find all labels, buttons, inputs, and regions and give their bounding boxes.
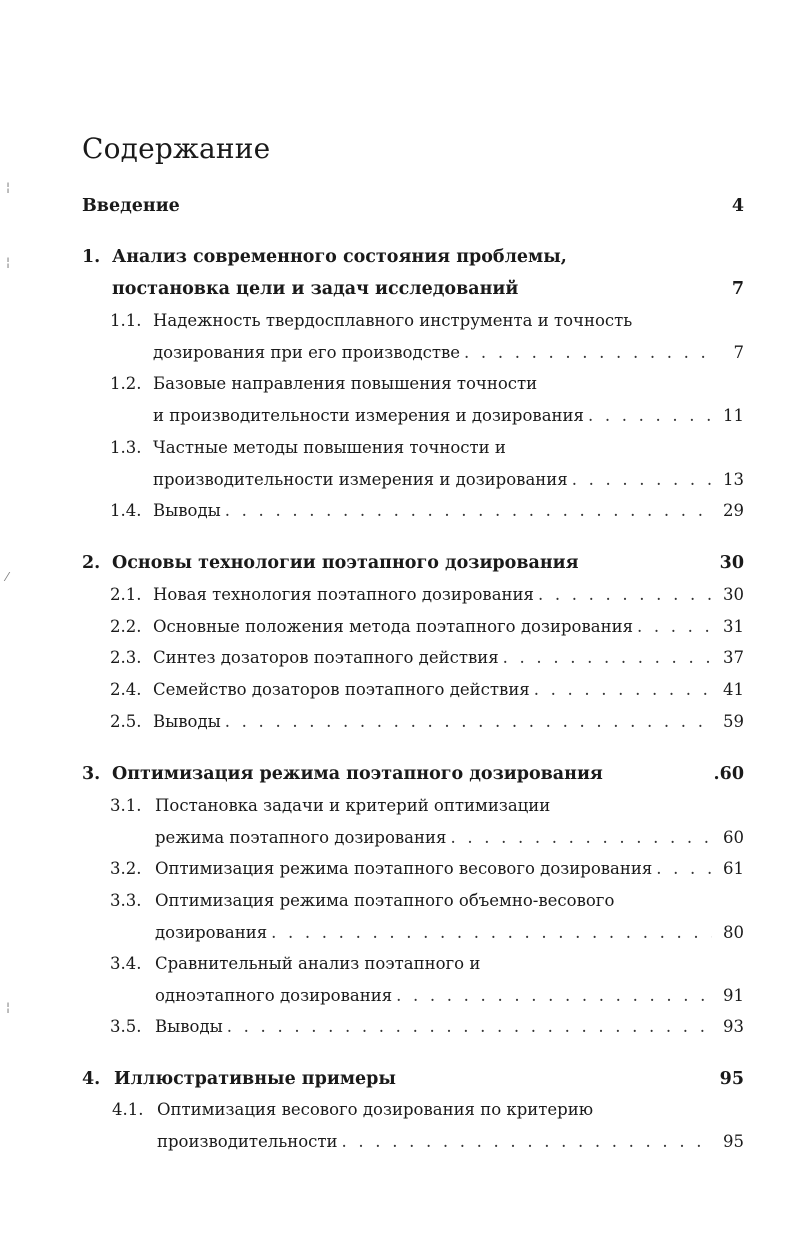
chapter-2-heading[interactable] — [82, 550, 744, 576]
section-number: 2.4. — [110, 680, 142, 699]
chapter-number: 2. — [82, 553, 101, 573]
page-number: 37 — [723, 648, 744, 667]
leader-dots — [227, 1014, 712, 1040]
page-number: 93 — [723, 1017, 744, 1036]
page-number: 41 — [723, 680, 744, 699]
section-title: дозирования — [155, 923, 268, 942]
section-title: режима поэтапного дозирования — [155, 828, 447, 847]
section-number: 4.1. — [112, 1100, 144, 1119]
scan-mark: ¦ — [6, 1000, 11, 1014]
section-3-4[interactable] — [110, 951, 744, 977]
chapter-title: Оптимизация режима поэтапного дозирования — [112, 764, 603, 784]
section-title: Оптимизация весового дозирования по критерию — [157, 1100, 594, 1119]
chapter-title: Анализ современного состояния проблемы, — [112, 247, 567, 267]
page-number: 30 — [719, 553, 744, 573]
leader-dots — [225, 709, 712, 735]
page-number: 60 — [723, 828, 744, 847]
chapter-3-heading[interactable] — [82, 761, 744, 787]
section-number: 3.3. — [110, 891, 142, 910]
toc-entry-intro[interactable] — [82, 193, 744, 219]
section-3-1-cont[interactable] — [155, 825, 744, 851]
chapter-number: 3. — [82, 764, 101, 784]
section-3-2[interactable] — [110, 856, 744, 882]
leader-dots — [271, 920, 712, 946]
entry-label: Введение — [82, 196, 180, 216]
scan-mark: ⁄ — [6, 570, 9, 584]
page-number: .60 — [713, 764, 744, 784]
section-2-5[interactable] — [110, 709, 744, 735]
section-number: 1.3. — [110, 438, 142, 457]
section-number: 2.2. — [110, 617, 142, 636]
chapter-number: 4. — [82, 1069, 101, 1089]
page-number: 91 — [723, 986, 744, 1005]
chapter-1-heading[interactable] — [82, 244, 744, 270]
section-number: 3.2. — [110, 859, 142, 878]
page-number: 13 — [723, 470, 744, 489]
section-title: Оптимизация режима поэтапного весового дозирования — [155, 859, 653, 878]
section-1-2[interactable] — [110, 371, 744, 397]
page-number: 61 — [723, 859, 744, 878]
page-title: Содержание — [82, 132, 271, 165]
section-title: Постановка задачи и критерий оптимизации — [155, 796, 551, 815]
leader-dots — [464, 340, 712, 366]
section-title: Частные методы повышения точности и — [153, 438, 506, 457]
leader-dots — [588, 403, 712, 429]
leader-dots — [534, 677, 712, 703]
section-title: Выводы — [153, 501, 221, 520]
section-title: Надежность твердосплавного инструмента и точность — [153, 311, 633, 330]
section-title: Новая технология поэтапного дозирования — [153, 585, 534, 604]
leader-dots — [656, 856, 712, 882]
page-number: 4 — [731, 196, 744, 216]
section-number: 3.5. — [110, 1017, 142, 1036]
section-3-5[interactable] — [110, 1014, 744, 1040]
chapter-4-heading[interactable] — [82, 1066, 744, 1092]
section-title: Выводы — [155, 1017, 223, 1036]
section-3-3-cont[interactable] — [155, 920, 744, 946]
page-number: 7 — [733, 343, 744, 362]
section-title: производительности — [157, 1132, 338, 1151]
section-title: дозирования при его производстве — [153, 343, 461, 362]
page-number: 7 — [731, 279, 744, 299]
leader-dots — [450, 825, 712, 851]
page-number: 95 — [719, 1069, 744, 1089]
section-number: 1.4. — [110, 501, 142, 520]
section-number: 3.1. — [110, 796, 142, 815]
page-number: 95 — [723, 1132, 744, 1151]
section-number: 1.1. — [110, 311, 142, 330]
section-3-3[interactable] — [110, 888, 744, 914]
leader-dots — [225, 498, 712, 524]
chapter-title: Основы технологии поэтапного дозирования — [112, 553, 579, 573]
section-number: 3.4. — [110, 954, 142, 973]
section-2-4[interactable] — [110, 677, 744, 703]
section-4-1[interactable] — [112, 1097, 744, 1123]
section-2-1[interactable] — [110, 582, 744, 608]
section-number: 1.2. — [110, 374, 142, 393]
section-2-3[interactable] — [110, 645, 744, 671]
chapter-1-heading-cont[interactable] — [112, 276, 744, 302]
scan-mark: ¦ — [6, 180, 11, 194]
section-title: Синтез дозаторов поэтапного действия — [153, 648, 499, 667]
section-number: 2.1. — [110, 585, 142, 604]
section-title: Оптимизация режима поэтапного объемно-весового — [155, 891, 615, 910]
chapter-title: Иллюстративные примеры — [114, 1069, 396, 1089]
leader-dots — [342, 1129, 712, 1155]
section-title: одноэтапного дозирования — [155, 986, 393, 1005]
page-number: 30 — [723, 585, 744, 604]
page-number: 59 — [723, 712, 744, 731]
page-number: 31 — [723, 617, 744, 636]
section-number: 2.5. — [110, 712, 142, 731]
section-1-3-cont[interactable] — [153, 467, 744, 493]
leader-dots — [396, 983, 712, 1009]
section-1-2-cont[interactable] — [153, 403, 744, 429]
section-title: Выводы — [153, 712, 221, 731]
scan-mark: ¦ — [6, 255, 11, 269]
section-2-2[interactable] — [110, 614, 744, 640]
section-title: Базовые направления повышения точности — [153, 374, 538, 393]
page-number: 29 — [723, 501, 744, 520]
section-3-1[interactable] — [110, 793, 744, 819]
leader-dots — [503, 645, 712, 671]
section-title: и производительности измерения и дозирования — [153, 406, 584, 425]
section-1-1-cont[interactable] — [153, 340, 744, 366]
section-title: производительности измерения и дозирования — [153, 470, 568, 489]
page-number: 11 — [723, 406, 744, 425]
section-title: Семейство дозаторов поэтапного действия — [153, 680, 530, 699]
leader-dots — [572, 467, 712, 493]
leader-dots — [637, 614, 712, 640]
chapter-title: постановка цели и задач исследований — [112, 279, 519, 299]
chapter-number: 1. — [82, 247, 101, 267]
section-3-4-cont[interactable] — [155, 983, 744, 1009]
section-4-1-cont[interactable] — [157, 1129, 744, 1155]
section-1-3[interactable] — [110, 435, 744, 461]
section-title: Сравнительный анализ поэтапного и — [155, 954, 481, 973]
section-title: Основные положения метода поэтапного дозирования — [153, 617, 633, 636]
page-number: 80 — [723, 923, 744, 942]
section-1-1[interactable] — [110, 308, 744, 334]
section-1-4[interactable] — [110, 498, 744, 524]
section-number: 2.3. — [110, 648, 142, 667]
leader-dots — [538, 582, 712, 608]
